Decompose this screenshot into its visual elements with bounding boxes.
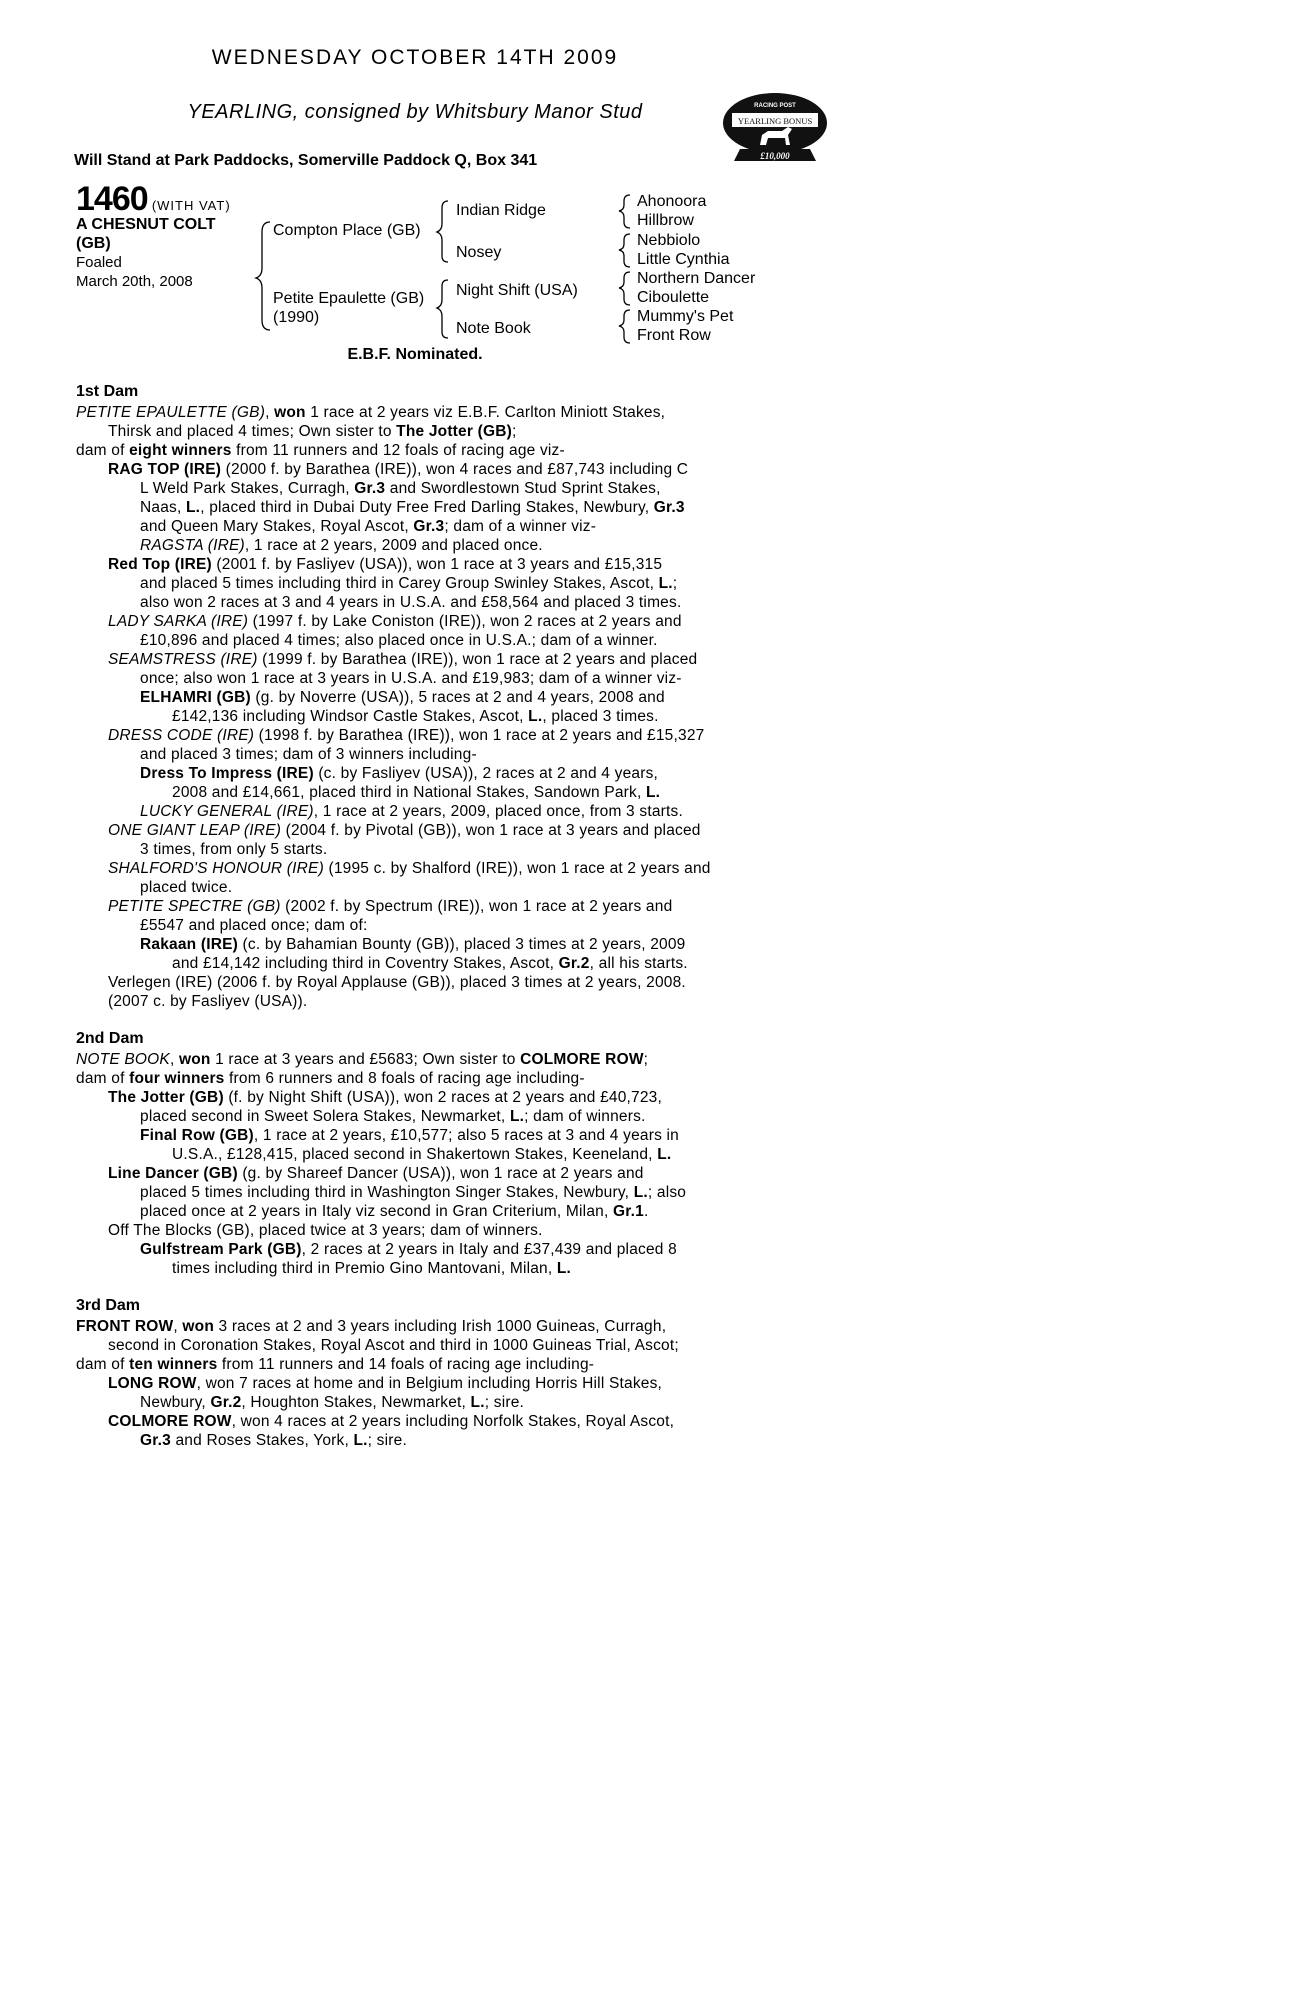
- foaled-date: March 20th, 2008: [76, 273, 193, 290]
- grandsire-1: Ahonoora: [637, 193, 707, 210]
- grandsire-3: Nebbiolo: [637, 232, 701, 249]
- dam3-line: second in Coronation Stakes, Royal Ascot and third in 1000 Guineas Trial, Ascot;: [108, 1337, 679, 1354]
- dam1-line: PETITE EPAULETTE (GB), won 1 race at 2 years viz E.B.F. Carlton Miniott Stakes,: [76, 404, 666, 421]
- consignment-line: YEARLING, consigned by Whitsbury Manor Stud: [187, 101, 643, 123]
- sire: Compton Place (GB): [273, 222, 421, 239]
- dam1-line: and placed 5 times including third in Carey Group Swinley Stakes, Ascot, L.;: [140, 575, 678, 592]
- dam2-line: times including third in Premio Gino Mantovani, Milan, L.: [172, 1260, 572, 1277]
- dam1-line: Thirsk and placed 4 times; Own sister to The Jotter (GB);: [108, 423, 517, 440]
- third-dam-title: 3rd Dam: [76, 1297, 141, 1314]
- dam1-line: £142,136 including Windsor Castle Stakes, Ascot, L., placed 3 times.: [172, 708, 659, 725]
- dam1-line: placed twice.: [140, 879, 233, 896]
- dam3-line: LONG ROW, won 7 races at home and in Belgium including Horris Hill Stakes,: [108, 1375, 663, 1392]
- dam1-line: (2007 c. by Fasliyev (USA)).: [108, 993, 308, 1010]
- first-dam-text: [76, 403, 754, 1011]
- dam1-line: dam of eight winners from 11 runners and 12 foals of racing age viz-: [76, 442, 565, 459]
- dam1-line: RAG TOP (IRE) (2000 f. by Barathea (IRE)), won 4 races and £87,743 including C: [108, 461, 689, 478]
- grandsire-7: Mummy's Pet: [637, 308, 734, 325]
- grandsire-2: Hillbrow: [637, 212, 694, 229]
- horse-origin: (GB): [76, 235, 111, 252]
- dam1-line: ELHAMRI (GB) (g. by Noverre (USA)), 5 races at 2 and 4 years, 2008 and: [140, 689, 665, 706]
- dam1-line: 2008 and £14,661, placed third in National Stakes, Sandown Park, L.: [172, 784, 661, 801]
- dam3-line: Gr.3 and Roses Stakes, York, L.; sire.: [140, 1432, 407, 1449]
- badge-middle-text: YEARLING BONUS: [737, 116, 813, 126]
- dam1-line: Naas, L., placed third in Dubai Duty Free Fred Darling Stakes, Newbury, Gr.3: [140, 499, 685, 516]
- dam2-line: Final Row (GB), 1 race at 2 years, £10,577; also 5 races at 3 and 4 years in: [140, 1127, 679, 1144]
- dam2-line: Gulfstream Park (GB), 2 races at 2 years in Italy and £37,439 and placed 8: [140, 1241, 677, 1258]
- first-dam-title: 1st Dam: [76, 383, 139, 400]
- dam1-line: PETITE SPECTRE (GB) (2002 f. by Spectrum (IRE)), won 1 race at 2 years and: [108, 898, 673, 915]
- stand-location: Will Stand at Park Paddocks, Somerville Paddock Q, Box 341: [74, 152, 538, 169]
- sire-sire: Indian Ridge: [456, 202, 546, 219]
- dam1-line: SEAMSTRESS (IRE) (1999 f. by Barathea (IRE)), won 1 race at 2 years and placed: [108, 651, 698, 668]
- dam3-line: COLMORE ROW, won 4 races at 2 years including Norfolk Stakes, Royal Ascot,: [108, 1413, 675, 1430]
- grandsire-8: Front Row: [637, 327, 711, 344]
- dam1-line: Dress To Impress (IRE) (c. by Fasliyev (USA)), 2 races at 2 and 4 years,: [140, 765, 659, 782]
- third-dam-text: [76, 1317, 754, 1450]
- dam1-line: SHALFORD'S HONOUR (IRE) (1995 c. by Shalford (IRE)), won 1 race at 2 years and: [108, 860, 711, 877]
- second-dam-title: 2nd Dam: [76, 1030, 144, 1047]
- dam2-line: The Jotter (GB) (f. by Night Shift (USA)), won 2 races at 2 years and £40,723,: [108, 1089, 663, 1106]
- dam1-line: £5547 and placed once; dam of:: [140, 917, 368, 934]
- ebf-nominated: E.B.F. Nominated.: [347, 346, 483, 363]
- dam2-line: placed 5 times including third in Washington Singer Stakes, Newbury, L.; also: [140, 1184, 687, 1201]
- dam2-line: placed second in Sweet Solera Stakes, Newmarket, L.; dam of winners.: [140, 1108, 646, 1125]
- dam-sire: Night Shift (USA): [456, 282, 578, 299]
- dam1-line: and placed 3 times; dam of 3 winners including-: [140, 746, 477, 763]
- dam1-line: LADY SARKA (IRE) (1997 f. by Lake Coniston (IRE)), won 2 races at 2 years and: [108, 613, 682, 630]
- dam1-line: Rakaan (IRE) (c. by Bahamian Bounty (GB)), placed 3 times at 2 years, 2009: [140, 936, 686, 953]
- dam1-line: ONE GIANT LEAP (IRE) (2004 f. by Pivotal (GB)), won 1 race at 3 years and placed: [108, 822, 701, 839]
- dam: Petite Epaulette (GB): [273, 290, 425, 307]
- dam2-line: placed once at 2 years in Italy viz second in Gran Criterium, Milan, Gr.1.: [140, 1203, 649, 1220]
- dam1-line: 3 times, from only 5 starts.: [140, 841, 328, 858]
- badge-top-text: RACING POST: [754, 103, 796, 109]
- sale-date: WEDNESDAY OCTOBER 14TH 2009: [211, 46, 619, 69]
- dam3-line: dam of ten winners from 11 runners and 14 foals of racing age including-: [76, 1356, 595, 1373]
- dam1-line: RAGSTA (IRE), 1 race at 2 years, 2009 and placed once.: [140, 537, 543, 554]
- dam1-line: Verlegen (IRE) (2006 f. by Royal Applause (GB)), placed 3 times at 2 years, 2008.: [108, 974, 686, 991]
- dam2-line: dam of four winners from 6 runners and 8 foals of racing age including-: [76, 1070, 585, 1087]
- dam1-line: DRESS CODE (IRE) (1998 f. by Barathea (IRE)), won 1 race at 2 years and £15,327: [108, 727, 705, 744]
- dam2-line: NOTE BOOK, won 1 race at 3 years and £5683; Own sister to COLMORE ROW;: [76, 1051, 649, 1068]
- dam1-line: LUCKY GENERAL (IRE), 1 race at 2 years, 2009, placed once, from 3 starts.: [140, 803, 683, 820]
- dam-dam: Note Book: [456, 320, 531, 337]
- dam3-line: Newbury, Gr.2, Houghton Stakes, Newmarket, L.; sire.: [140, 1394, 525, 1411]
- dam1-line: also won 2 races at 3 and 4 years in U.S.A. and £58,564 and placed 3 times.: [140, 594, 682, 611]
- grandsire-5: Northern Dancer: [637, 270, 756, 287]
- grandsire-6: Ciboulette: [637, 289, 710, 306]
- dam2-line: Line Dancer (GB) (g. by Shareef Dancer (USA)), won 1 race at 2 years and: [108, 1165, 644, 1182]
- dam1-line: L Weld Park Stakes, Curragh, Gr.3 and Swordlestown Stud Sprint Stakes,: [140, 480, 661, 497]
- grandsire-4: Little Cynthia: [637, 251, 730, 268]
- badge-bottom-text: £10,000: [760, 151, 790, 161]
- second-dam-text: [76, 1050, 754, 1278]
- vat-note: (WITH VAT): [151, 198, 231, 213]
- dam2-line: U.S.A., £128,415, placed second in Shakertown Stakes, Keeneland, L.: [172, 1146, 672, 1163]
- dam2-line: Off The Blocks (GB), placed twice at 3 years; dam of winners.: [108, 1222, 543, 1239]
- dam1-line: Red Top (IRE) (2001 f. by Fasliyev (USA)), won 1 race at 3 years and £15,315: [108, 556, 663, 573]
- dam1-line: and Queen Mary Stakes, Royal Ascot, Gr.3; dam of a winner viz-: [140, 518, 597, 535]
- horse-description: A CHESNUT COLT: [76, 216, 216, 233]
- foaled-label: Foaled: [76, 254, 122, 271]
- dam-year: (1990): [273, 309, 320, 326]
- sire-dam: Nosey: [456, 244, 502, 261]
- dam1-line: once; also won 1 race at 3 years in U.S.A. and £19,983; dam of a winner viz-: [140, 670, 682, 687]
- dam1-line: and £14,142 including third in Coventry Stakes, Ascot, Gr.2, all his starts.: [172, 955, 688, 972]
- dam3-line: FRONT ROW, won 3 races at 2 and 3 years including Irish 1000 Guineas, Curragh,: [76, 1318, 667, 1335]
- dam1-line: £10,896 and placed 4 times; also placed once in U.S.A.; dam of a winner.: [140, 632, 658, 649]
- lot-number: 1460: [76, 180, 148, 218]
